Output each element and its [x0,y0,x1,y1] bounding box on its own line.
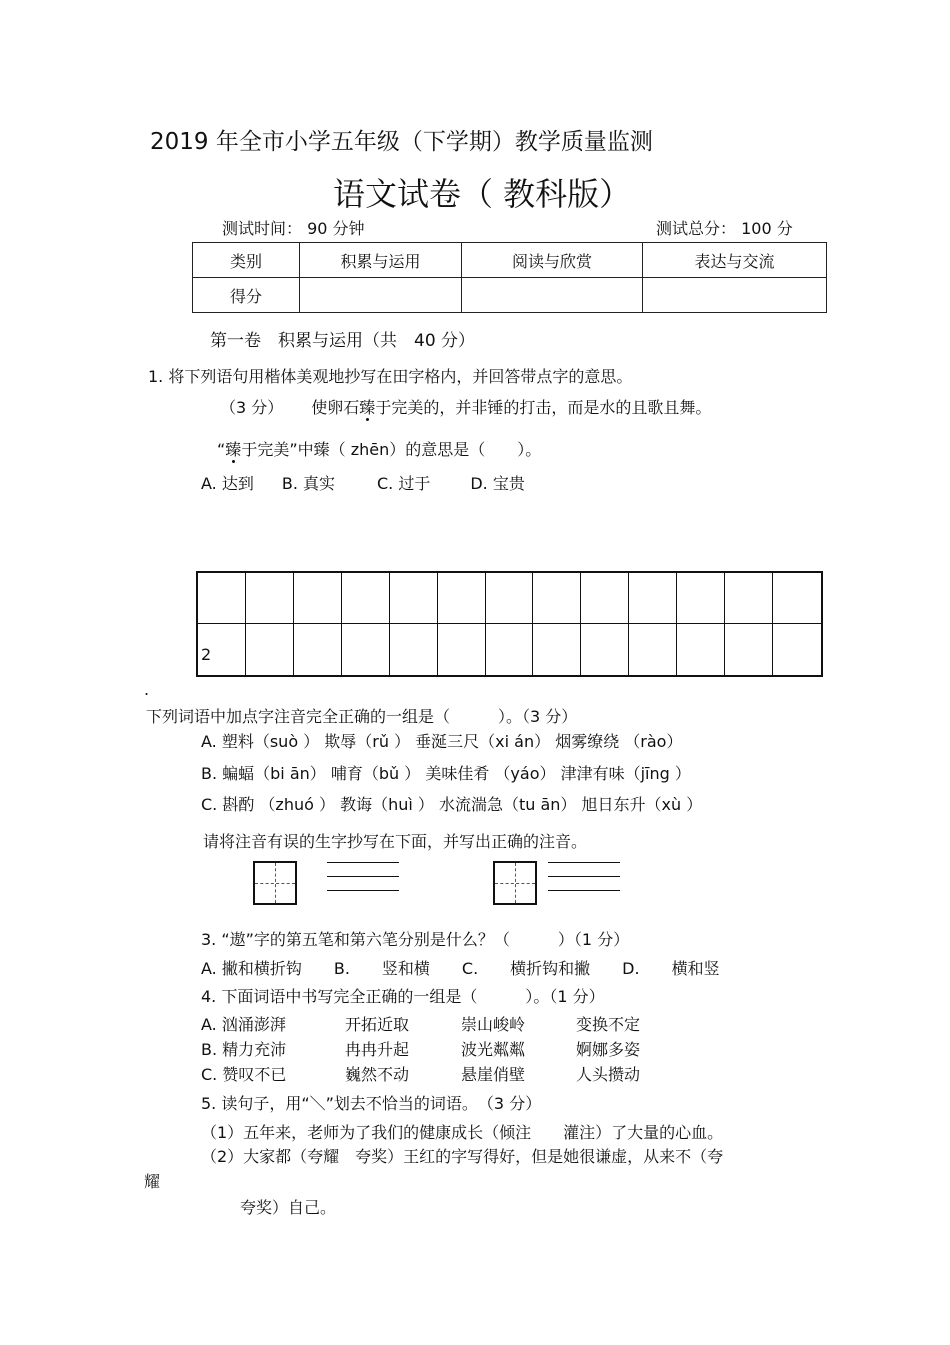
score-input-cell[interactable] [462,278,643,313]
option-c[interactable]: C. 过于 [377,474,431,493]
grid-cell[interactable] [390,573,438,624]
dotted-char: 臻 [359,398,376,417]
grid-cell[interactable] [629,573,677,624]
test-time: 测试时间： 90 分钟 [222,219,365,238]
q1-score: （3 分） [220,398,284,417]
tianzige-box[interactable] [493,861,537,905]
q2-dot-mark: . [144,680,150,699]
q1-options [201,474,525,494]
word: 波光粼粼 [461,1040,526,1059]
word: 开拓近取 [345,1015,410,1034]
table-cell: 阅读与欣赏 [462,243,643,278]
word: 巍然不动 [345,1065,410,1084]
text: “ [217,440,226,459]
table-row [193,243,827,278]
word: 变换不定 [576,1015,641,1034]
option-b[interactable]: B. 真实 [281,474,335,493]
score-input-cell[interactable] [300,278,462,313]
grid-cell[interactable] [773,624,821,675]
q2-option-c[interactable]: C. 斟酌 （zhuó ） 教诲（huì ） 水流湍急（tu ān） 旭日东升（xù ） [201,795,703,814]
grid-cell[interactable] [390,624,438,675]
table-cell: 表达与交流 [643,243,827,278]
text: 于完美的，并非锤的打击，而是水的且歌且舞。 [375,398,712,417]
grid-cell[interactable] [677,573,725,624]
grid-cell[interactable] [581,573,629,624]
q3-options[interactable]: A. 撇和横折钩 B. 竖和横 C. 横折钩和撇 D. 横和竖 [201,959,720,978]
q2-option-a[interactable]: A. 塑料（suò ） 欺辱（rǔ ） 垂涎三尺（xi án） 烟雾缭绕 （rào） [201,732,683,751]
word: 婀娜多姿 [576,1040,641,1059]
word: C. 赞叹不已 [201,1065,287,1084]
q5-prompt: 5. 读句子，用“＼”划去不恰当的词语。 （3 分） [201,1094,542,1113]
q2-prompt: 下列词语中加点字注音完全正确的一组是（ ）。（3 分） [146,707,578,726]
grid-cell[interactable] [533,573,581,624]
q5-sentence-2-end[interactable]: 夸奖）自己。 [240,1198,337,1217]
grid-cell[interactable] [725,573,773,624]
text: 使卵石 [311,398,360,417]
dotted-char: 臻 [225,440,242,459]
word: 冉冉升起 [345,1040,410,1059]
q1-prompt: 1. 将下列语句用楷体美观地抄写在田字格内，并回答带点字的意思。 [148,367,633,386]
grid-cell[interactable] [342,624,390,675]
q1-question [217,440,541,460]
question-number-2: 2 [201,645,212,664]
word: A. 汹涌澎湃 [201,1015,286,1034]
word: B. 精力充沛 [201,1040,287,1059]
word: 崇山峻岭 [461,1015,526,1034]
table-row [193,278,827,313]
q2-instruction: 请将注音有误的生字抄写在下面，并写出正确的注音。 [203,832,588,851]
pinyin-lines[interactable] [327,862,399,904]
grid-cell[interactable] [294,573,342,624]
grid-cell[interactable] [246,624,294,675]
table-cell: 积累与运用 [300,243,462,278]
exam-subtitle: 语文试卷（ 教科版） [333,175,632,213]
grid-cell[interactable] [198,573,246,624]
score-input-cell[interactable] [643,278,827,313]
q5-sentence-2-wrap: 耀 [144,1172,161,1191]
q5-sentence-1[interactable]: （1）五年来，老师为了我们的健康成长（倾注 灌注）了大量的心血。 [201,1123,724,1142]
pinyin-lines[interactable] [548,862,620,904]
tianzige-box[interactable] [253,861,297,905]
exam-title: 2019 年全市小学五年级（下学期）教学质量监测 [150,129,653,155]
score-table [192,242,827,313]
q1-sentence [220,398,711,418]
grid-cell[interactable] [773,573,821,624]
writing-grid[interactable] [196,571,823,677]
q3-prompt: 3. “遨”字的第五笔和第六笔分别是什么？（ ）（1 分） [201,930,630,949]
grid-cell[interactable] [486,624,534,675]
text: 于完美”中臻（ zhēn）的意思是（ ）。 [241,440,542,459]
grid-cell[interactable] [438,573,486,624]
q4-prompt: 4. 下面词语中书写完全正确的一组是（ ）。（1 分） [201,987,605,1006]
grid-cell[interactable] [438,624,486,675]
q2-option-b[interactable]: B. 蝙蝠（bi ān） 哺育（bǔ ） 美味佳肴 （yáo） 津津有味（jīng ） [201,764,691,783]
test-total: 测试总分： 100 分 [656,219,793,238]
q4-option-b[interactable] [201,1040,640,1060]
grid-cell[interactable] [677,624,725,675]
word: 悬崖俏壁 [461,1065,526,1084]
grid-cell[interactable] [581,624,629,675]
grid-cell[interactable] [629,624,677,675]
grid-cell[interactable] [246,573,294,624]
grid-cell[interactable] [725,624,773,675]
grid-cell[interactable] [486,573,534,624]
grid-cell[interactable] [294,624,342,675]
section-title: 第一卷 积累与运用（共 40 分） [210,331,476,351]
table-cell: 类别 [193,243,300,278]
q4-option-c[interactable] [201,1065,640,1085]
option-a[interactable]: A. 达到 [201,474,254,493]
q5-sentence-2[interactable]: （2）大家都（夸耀 夸奖）王红的字写得好，但是她很谦虚，从来不（夸 [201,1147,724,1166]
grid-cell[interactable] [342,573,390,624]
table-cell: 得分 [193,278,300,313]
grid-cell[interactable] [533,624,581,675]
option-d[interactable]: D. 宝贵 [470,474,525,493]
q4-option-a[interactable] [201,1015,640,1035]
word: 人头攒动 [576,1065,641,1084]
